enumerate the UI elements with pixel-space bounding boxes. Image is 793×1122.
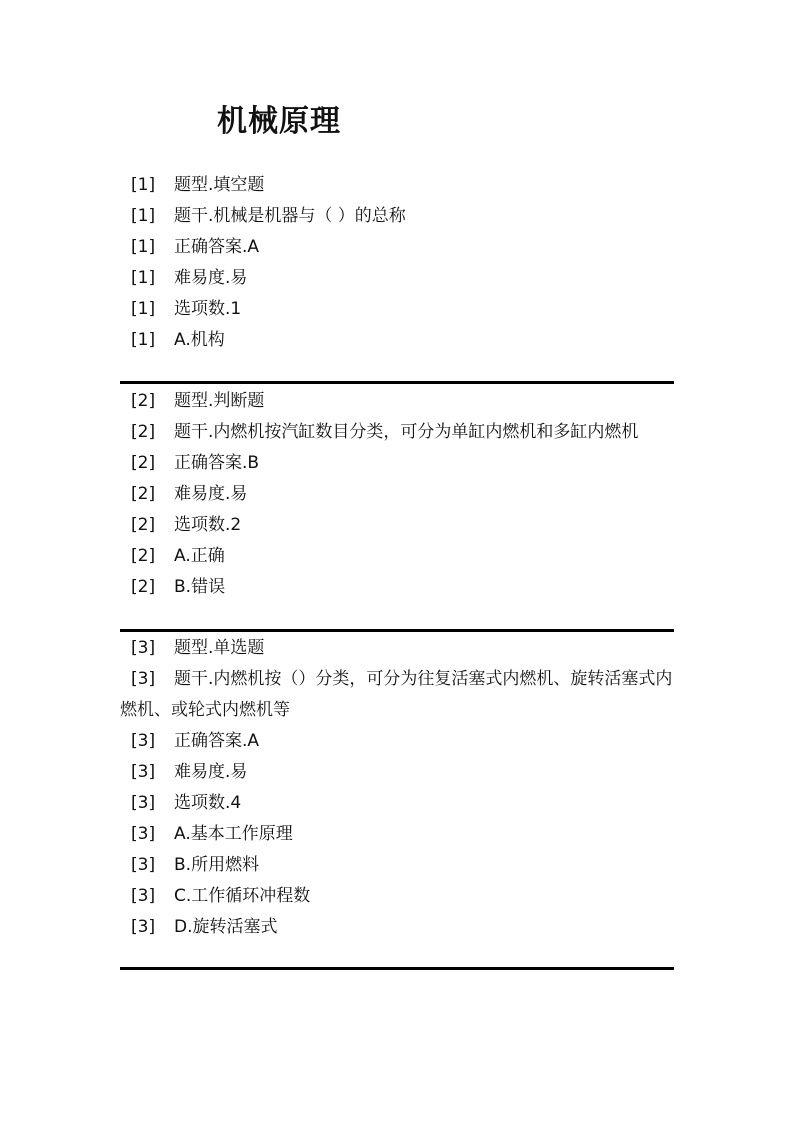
row-text: 题干.机械是机器与（ ）的总称 [174, 206, 406, 226]
question-number: [1] [131, 175, 156, 195]
question-row [120, 819, 673, 850]
question-row [120, 757, 673, 788]
row-text: 难易度.易 [174, 762, 248, 782]
question-number: [3] [131, 917, 156, 937]
row-text: 选项数.4 [174, 793, 242, 813]
question-block-2 [120, 386, 673, 603]
row-text: 正确答案.B [174, 453, 260, 473]
row-text: 题型.填空题 [174, 175, 265, 195]
question-number: [1] [131, 299, 156, 319]
question-row [120, 386, 673, 417]
row-text: 正确答案.A [174, 731, 260, 751]
divider [120, 381, 674, 384]
divider [120, 967, 674, 970]
question-number: [3] [131, 731, 156, 751]
question-row [120, 726, 673, 757]
question-number: [2] [131, 453, 156, 473]
question-number: [3] [131, 762, 156, 782]
row-text: 题干.内燃机按（）分类，可分为往复活塞式内燃机、旋转活塞式内燃机、或轮式内燃机等 [120, 669, 673, 720]
question-row [120, 294, 673, 325]
question-block-1 [120, 170, 673, 356]
row-text: C.工作循环冲程数 [174, 886, 311, 906]
question-row [120, 325, 673, 356]
question-number: [2] [131, 577, 156, 597]
question-number: [3] [131, 669, 156, 689]
question-row [120, 448, 673, 479]
question-number: [3] [131, 638, 156, 658]
divider [120, 629, 674, 632]
question-row [120, 479, 673, 510]
question-number: [1] [131, 330, 156, 350]
row-text: 难易度.易 [174, 484, 248, 504]
question-row [120, 633, 673, 664]
question-number: [3] [131, 855, 156, 875]
question-row [120, 881, 673, 912]
question-row [120, 788, 673, 819]
question-row [120, 664, 673, 726]
question-number: [1] [131, 206, 156, 226]
question-row [120, 263, 673, 294]
row-text: A.基本工作原理 [174, 824, 293, 844]
question-number: [2] [131, 422, 156, 442]
question-row [120, 541, 673, 572]
question-row [120, 417, 673, 448]
row-text: 选项数.1 [174, 299, 242, 319]
question-number: [3] [131, 824, 156, 844]
question-number: [1] [131, 268, 156, 288]
question-row [120, 170, 673, 201]
question-number: [3] [131, 886, 156, 906]
question-number: [3] [131, 793, 156, 813]
question-block-3 [120, 633, 673, 943]
question-row [120, 850, 673, 881]
row-text: D.旋转活塞式 [174, 917, 278, 937]
document-title: 机械原理 [217, 104, 341, 139]
row-text: 题型.判断题 [174, 391, 265, 411]
row-text: B.错误 [174, 577, 226, 597]
row-text: B.所用燃料 [174, 855, 260, 875]
question-number: [2] [131, 515, 156, 535]
row-text: A.正确 [174, 546, 225, 566]
question-number: [1] [131, 237, 156, 257]
row-text: 选项数.2 [174, 515, 242, 535]
row-text: 难易度.易 [174, 268, 248, 288]
question-row [120, 912, 673, 943]
row-text: 题干.内燃机按汽缸数目分类，可分为单缸内燃机和多缸内燃机 [174, 422, 639, 442]
question-row [120, 510, 673, 541]
question-row [120, 232, 673, 263]
row-text: 题型.单选题 [174, 638, 265, 658]
row-text: 正确答案.A [174, 237, 260, 257]
question-number: [2] [131, 546, 156, 566]
question-row [120, 201, 673, 232]
question-row [120, 572, 673, 603]
row-text: A.机构 [174, 330, 225, 350]
question-number: [2] [131, 484, 156, 504]
question-number: [2] [131, 391, 156, 411]
